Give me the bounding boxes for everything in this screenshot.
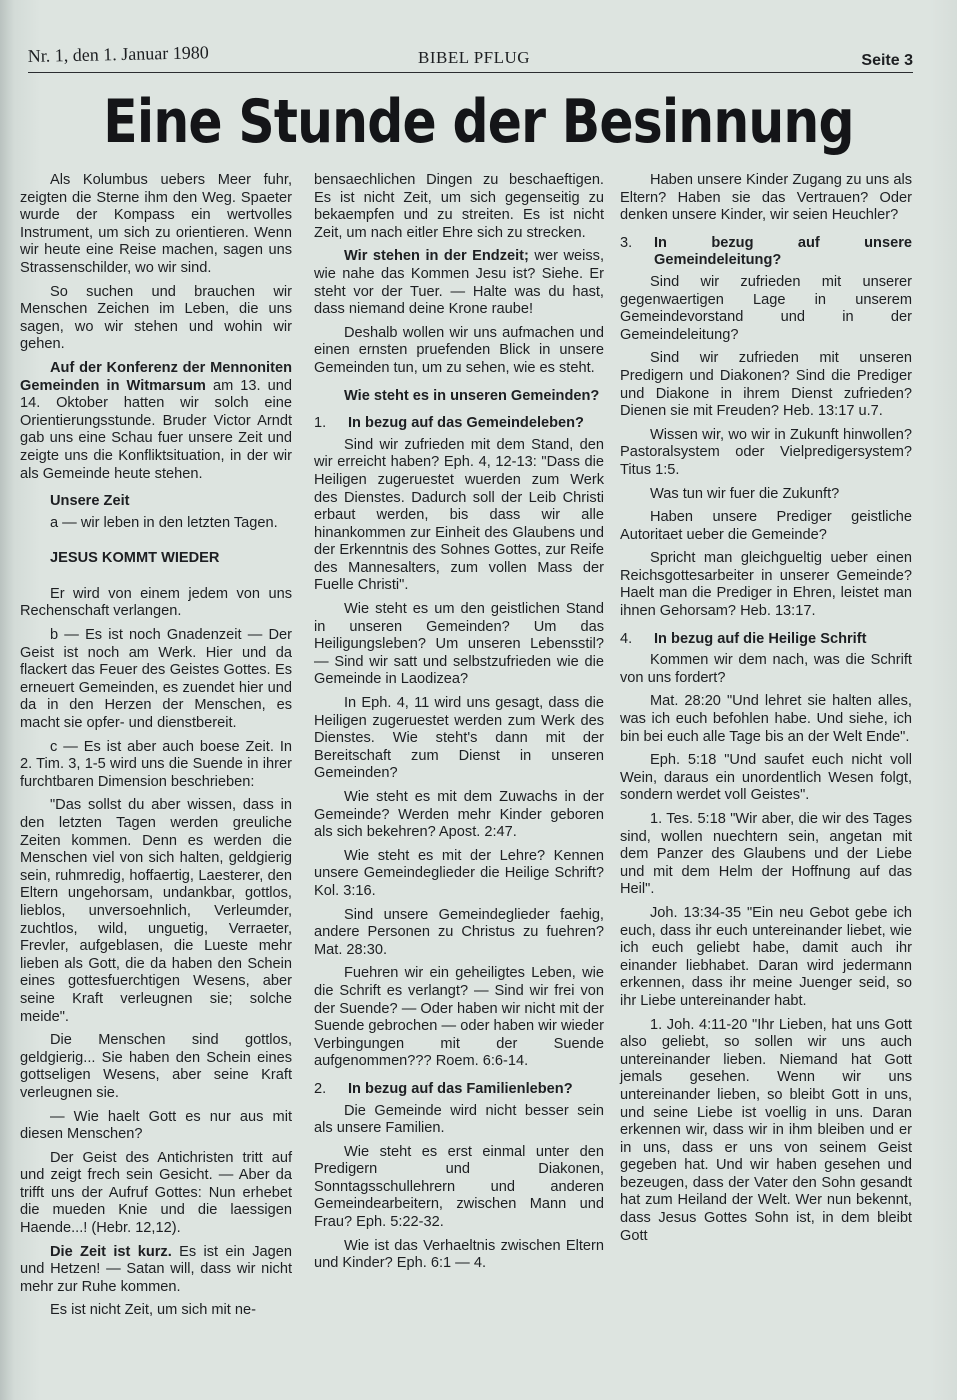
section-heading-2: [314, 1081, 604, 1099]
paragraph: c — Es ist aber auch boese Zeit. In 2. Tim. 3, 1-5 wird uns die Suende in ihrer furchtbaren Dimension beschrieben:: [20, 738, 292, 790]
subheading-wie-steht-es: Wie steht es in unseren Gemeinden?: [344, 387, 600, 404]
bold-lead: Wir stehen in der Endzeit;: [344, 248, 529, 265]
section-title: In bezug auf die Heilige Schrift: [654, 630, 867, 647]
paragraph: Wie steht es mit dem Zuwachs in der Gemeinde? Werden mehr Kinder geboren als sich bekehren? Apost. 2:47.: [314, 789, 604, 841]
paragraph: Die Gemeinde wird nicht besser sein als unsere Familien.: [314, 1102, 604, 1137]
section-title: In bezug auf das Familienleben?: [348, 1080, 573, 1097]
paragraph: Kommen wir dem nach, was die Schrift von uns fordert?: [620, 652, 912, 686]
paragraph-text: am 13. und 14. Oktober hatten wir solch eine Orientierungsstunde. Bruder Victor Arndt gab uns eine Schau fuer unsere Zeit und zeigte uns die Konfliktsituation, in der wir als Gemeinde heute stehen.: [20, 377, 292, 482]
paragraph: b — Es ist noch Gnadenzeit — Der Geist ist noch am Werk. Hier und da flackert das Feuer des Geistes Gottes. Es erneuert Gemeinden, es zuendet hier und da in den Herzen der Menschen, es macht sie opfer- und dienstbereit.: [20, 627, 292, 732]
section-number: 4.: [620, 630, 633, 647]
paragraph: Er wird von einem jedem von uns Rechenschaft verlangen.: [20, 585, 292, 620]
paragraph: Fuehren wir ein geheiligtes Leben, wie die Schrift es verlangt? — Sind wir frei von der Suende? — Oder haben wir nicht mit der Suende gebrochen — oder haben wir wieder Verbingungen mit der Suende aufgenommen??? Roem. 6:6-14.: [314, 965, 604, 1070]
paragraph: Sind wir zufrieden mit unseren Predigern und Diakonen? Sind die Prediger und Diakone in ihrem Dienst zufrieden? Dienen sie mit Freuden? Heb. 13:17 u.7.: [620, 350, 912, 420]
paragraph: — Wie haelt Gott es nur aus mit diesen Menschen?: [20, 1108, 292, 1143]
subheading-unsere-zeit: Unsere Zeit: [50, 493, 130, 510]
paragraph: Die Menschen sind gottlos, geldgierig... Sie haben den Schein eines gottseligen Wesens, aber seine Kraft verleugnen sie.: [20, 1032, 292, 1101]
paragraph: Wie ist das Verhaeltnis zwischen Eltern und Kinder? Eph. 6:1 — 4.: [314, 1237, 604, 1272]
publication-name: BIBEL PFLUG: [418, 48, 531, 67]
paragraph: bensaechlichen Dingen zu beschaeftigen. Es ist nicht Zeit, um sich gegenseitig zu bekaempfen und zu streiten. Es ist nicht Zeit, um nach eitler Ehre sich zu strecken.: [314, 172, 604, 241]
section-number: 2.: [314, 1080, 327, 1097]
column-1: [20, 172, 292, 1326]
paragraph-text: Es ist ein Jagen und Hetzen! — Satan will, dass wir nicht mehr zur Ruhe kommen.: [20, 1243, 292, 1295]
paragraph: [314, 248, 604, 318]
paragraph: Eph. 5:18 "Und saufet euch nicht voll Wein, daraus ein unordentlich Wesen folgt, sondern werdet voll Geistes".: [620, 752, 912, 804]
bold-lead: Auf der Konferenz der Mennoniten Gemeinden in Witmarsum: [20, 359, 292, 394]
section-title: In bezug auf das Gemeindeleben?: [348, 415, 584, 432]
paragraph: Was tun wir fuer die Zukunft?: [650, 485, 840, 502]
paragraph: Es ist nicht Zeit, um sich mit ne-: [50, 1302, 256, 1319]
paragraph: Als Kolumbus uebers Meer fuhr, zeigten die Sterne ihm den Weg. Spaeter wurde der Kompass ein wertvolles Instrument, um sich zu orientieren. Wenn wir heute eine Reise machen, sagen uns Strassenschilder, wo wir sind.: [20, 172, 292, 276]
column-3: [620, 172, 912, 1251]
section-heading-4: [620, 631, 912, 649]
paragraph: Wie steht es um den geistlichen Stand in unseren Gemeinden? Um das Heiligungsleben? Um unseren Lebensstil? — Sind wir satt und selbstzufrieden wie die Gemeinde in Laodizea?: [314, 601, 604, 688]
article-title: Eine Stunde der Besinnung: [103, 87, 854, 157]
subheading-jesus-kommt: JESUS KOMMT WIEDER: [50, 550, 220, 567]
issue-date: Nr. 1, den 1. Januar 1980: [27, 42, 209, 67]
paragraph: [20, 360, 292, 483]
paragraph: Wissen wir, wo wir in Zukunft hinwollen? Pastoralsystem oder Vielpredigersystem? Titus 1:5.: [620, 426, 912, 478]
quote-paragraph: "Das sollst du aber wissen, dass in den letzten Tagen werden greuliche Zeiten kommen. Denn es werden die Menschen viel von sich halten, geldgierig sein, ruhmredig, hoffaertig, Laesterer, den Eltern ungehorsam, undankbar, gottlos, lieblos, unversoehnlich, Verleumder, zuchtlos, wild, unguetig, Verraeter, Frevler, aufgeblasen, die Lueste mehr lieben als Gott, die da haben den Schein eines gottesfuerchtigen Wesens, aber seine Kraft verleugnen sie; solche meide".: [20, 797, 292, 1025]
page-number: Seite 3: [861, 52, 913, 69]
paragraph: 1. Joh. 4:11-20 "Ihr Lieben, hat uns Gott also geliebt, so sollen wir uns auch untereinander lieben. Niemand hat Gott jemals gesehen. Wenn wir uns untereinander lieben, so bleibt Gott in uns, und seine Liebe ist voellig in uns. Daran erkennen wir, dass wir in ihm bleiben und er in uns, dass er uns von seinem Geist gegeben hat. Und wir haben gesehen und bezeugen, dass der Vater den Sohn gesandt hat zum Heiland der Welt. Wer nun bekennt, dass Jesus Gottes Sohn ist, in dem bleibt Gott: [620, 1016, 912, 1244]
paragraph: So suchen und brauchen wir Menschen Zeichen im Leben, die uns sagen, wo wir stehen und wohin wir gehen.: [20, 283, 292, 353]
paragraph: Wie steht es erst einmal unter den Predigern und Diakonen, Sonntagsschullehrern und anderen Gemeindearbeitern, zwischen Mann und Frau? Eph. 5:22-32.: [314, 1143, 604, 1231]
paragraph: [20, 1244, 292, 1297]
paragraph: 1. Tes. 5:18 "Wir aber, die wir des Tages sind, wollen nuechtern sein, angetan mit dem Panzer des Glaubens und der Liebe und mit dem Helm der Hoffnung auf das Heil".: [620, 811, 912, 898]
paragraph: Der Geist des Antichristen tritt auf und zeigt frech sein Gesicht. — Aber da trifft uns der Aufruf Gottes: Nun erhebet die mueden Knie und die laessigen Haende...! (Hebr. 12,12).: [20, 1149, 292, 1237]
bold-lead: Die Zeit ist kurz.: [50, 1243, 172, 1260]
section-number: 1.: [314, 415, 327, 432]
paragraph: Sind unsere Gemeindeglieder faehig, andere Personen zu Christus zu fuehren? Mat. 28:30.: [314, 906, 604, 958]
section-title: In bezug auf unsere Gemeindeleitung?: [654, 234, 912, 269]
paragraph: In Eph. 4, 11 wird uns gesagt, dass die Heiligen zugeruestet werden zum Werk des Dienstes. Wie steht's dann mit der Bereitschaft zum Dienst in unseren Gemeinden?: [314, 695, 604, 782]
paragraph: Sind wir zufrieden mit dem Stand, den wir erreicht haben? Eph. 4, 12-13: "Dass die Heiligen zugeruestet wuerden zum Werk des Dienstes. Dadurch soll der Leib Christi erbaut werden, bis dass wir alle hinankommen zur Einheit des Glaubens und der Erkenntnis des Sohnes Gottes, zur Reife des Mannesalters, zum vollen Mass der Fuelle Christi".: [314, 436, 604, 594]
paragraph: Joh. 13:34-35 "Ein neu Gebot gebe ich euch, dass ihr euch untereinander liebet, wie ich euch geliebt habe, damit auch ihr einander liebhabet. Daran wird jedermann erkennen, dass ihr meine Juenger seid, so ihr Liebe untereinander habt.: [620, 904, 912, 1009]
paragraph-text: wer weiss, wie nahe das Kommen Jesu ist? Siehe. Er steht vor der Tuer. — Halte was du hast, dass niemand deine Krone raube!: [314, 248, 604, 318]
paragraph: Haben unsere Prediger geistliche Autoritaet ueber die Gemeinde?: [620, 509, 912, 543]
column-2: [314, 172, 604, 1279]
paragraph: Wie steht es mit der Lehre? Kennen unsere Gemeindeglieder die Heilige Schrift? Kol. 3:16.: [314, 847, 604, 899]
paragraph: Mat. 28:20 "Und lehret sie halten alles, was ich euch befohlen habe. Und siehe, ich bin bei euch alle Tage bis an der Welt Ende".: [620, 693, 912, 745]
section-heading-3: [620, 235, 912, 270]
page-header: [28, 44, 913, 73]
paragraph: Deshalb wollen wir uns aufmachen und einen ernsten pruefenden Blick in unsere Gemeinden tun, um zu sehen, wie es steht.: [314, 324, 604, 376]
paragraph: Spricht man gleichgueltig ueber einen Reichsgottesarbeiter in unserer Gemeinde? Haelt man die Prediger in Ehren, leistet man ihnen Gehorsam? Heb. 13:17.: [620, 550, 912, 620]
paragraph: Sind wir zufrieden mit unserer gegenwaertigen Lage in unserem Gemeindevorstand und in der Gemeindeleitung?: [620, 273, 912, 343]
section-number: 3.: [620, 234, 633, 251]
paragraph: a — wir leben in den letzten Tagen.: [50, 514, 278, 531]
section-heading-1: [314, 415, 604, 433]
paragraph: Haben unsere Kinder Zugang zu uns als Eltern? Haben sie das Vertrauen? Oder denken unsere Kinder, wir seien Heuchler?: [620, 172, 912, 224]
